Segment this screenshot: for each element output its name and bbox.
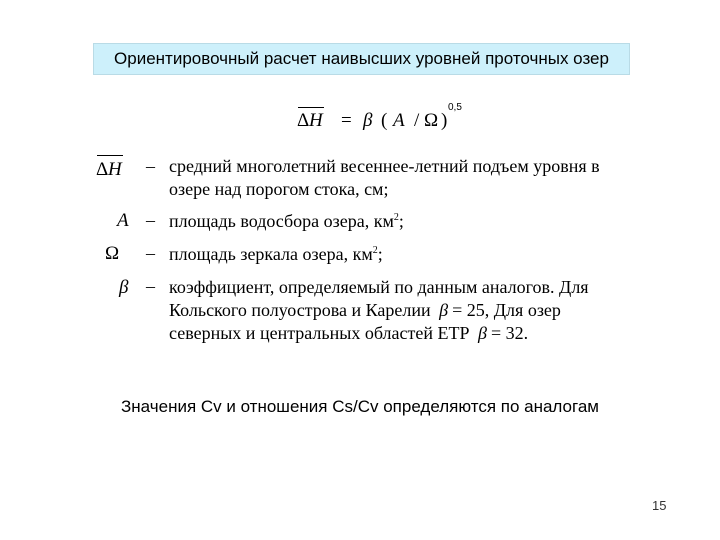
def-text-line <box>169 243 383 266</box>
def-symbol-delta: Δ <box>96 159 109 180</box>
def-dash: – <box>146 210 155 230</box>
formula-equals: = <box>341 110 352 131</box>
def-symbol-a: A <box>117 210 129 231</box>
def-text-line: озере над порогом стока, см; <box>169 179 389 199</box>
def-text: площадь зеркала озера, км <box>169 244 373 264</box>
formula-close-paren: ) <box>441 110 448 131</box>
def-text-line <box>169 299 561 322</box>
def-text-line <box>169 210 404 233</box>
def-inline-beta: β <box>478 323 487 343</box>
def-dash: – <box>146 156 155 176</box>
formula-exponent: 0,5 <box>448 102 462 113</box>
formula-omega: Ω <box>424 110 439 131</box>
main-formula <box>297 104 477 144</box>
formula-beta: β <box>363 110 373 131</box>
def-inline-beta: β <box>439 300 449 320</box>
def-sup: 2 <box>372 245 378 256</box>
def-text: = 32. <box>490 323 529 343</box>
def-text: северных и центральных областей ЕТР <box>169 323 470 343</box>
def-dash: – <box>146 276 155 296</box>
formula-overbar <box>298 107 324 108</box>
def-text-line: средний многолетний весеннее-летний подъем уровня в <box>169 156 600 176</box>
def-symbol-beta: β <box>119 277 129 298</box>
def-text-line: коэффициент, определяемый по данным аналогов. Для <box>169 277 589 297</box>
formula-open-paren: ( <box>381 110 388 131</box>
def-dash: – <box>146 243 155 263</box>
formula-h: H <box>309 110 323 131</box>
def-symbol-overbar <box>97 155 123 156</box>
formula-slash: / <box>414 110 420 131</box>
def-sup: 2 <box>393 212 399 223</box>
formula-a: A <box>393 110 405 131</box>
def-symbol-h: H <box>108 159 122 180</box>
footer-note: Значения Cv и отношения Cs/Cv определяются по аналогам <box>121 397 599 416</box>
formula-delta: Δ <box>297 110 310 131</box>
def-symbol-omega: Ω <box>105 243 120 264</box>
def-text-line <box>169 322 528 345</box>
def-text: = 25, Для озер <box>452 300 561 320</box>
page-number: 15 <box>652 498 667 513</box>
def-tail: ; <box>398 211 404 231</box>
slide-title: Ориентировочный расчет наивысших уровней проточных озер <box>93 43 630 75</box>
def-text: Кольского полуострова и Карелии <box>169 300 431 320</box>
def-tail: ; <box>377 244 383 264</box>
def-text: площадь водосбора озера, км <box>169 211 394 231</box>
